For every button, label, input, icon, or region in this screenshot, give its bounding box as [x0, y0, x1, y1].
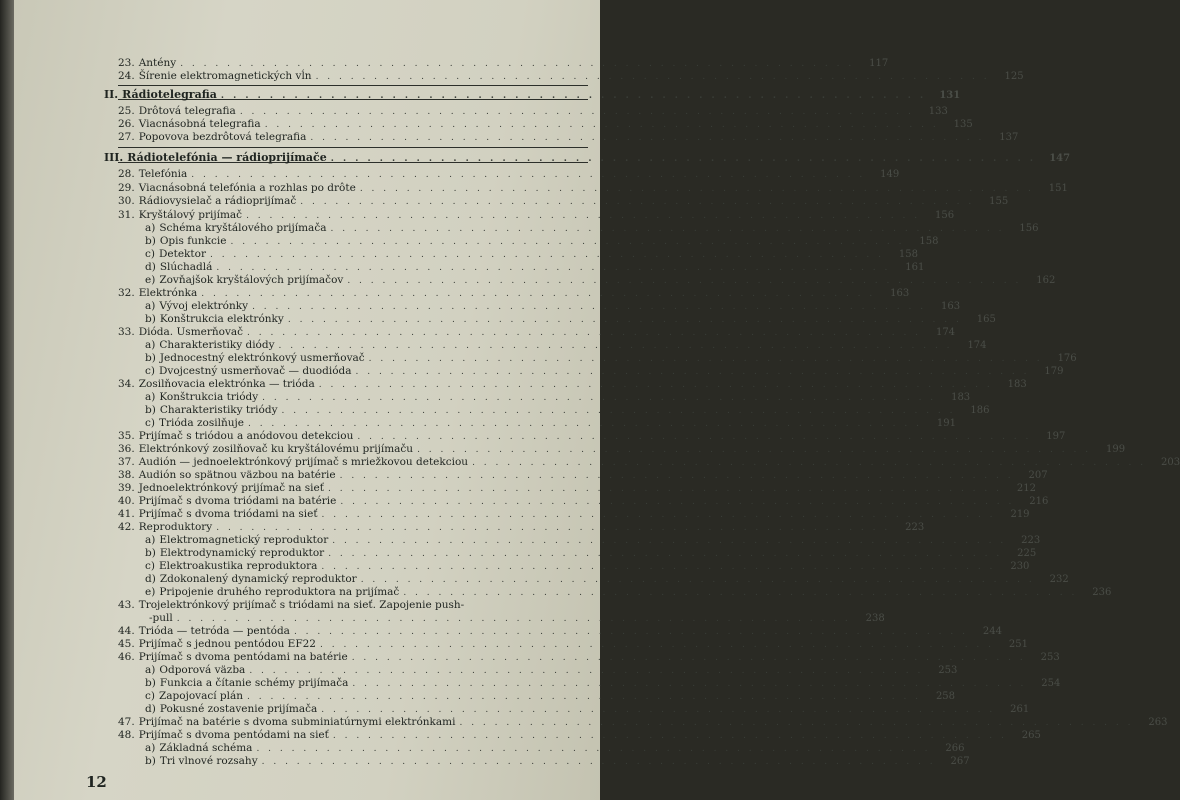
- toc-entry-title: Tri vlnové rozsahy: [159, 755, 258, 767]
- toc-page-number: 216: [1029, 496, 1049, 507]
- toc-entry-title: Reproduktory: [138, 521, 213, 533]
- toc-entry: [118, 209, 955, 222]
- toc-entry: [145, 742, 965, 755]
- toc-entry-number: d): [145, 703, 156, 715]
- dot-leader: . . . . . . . . . . . . . . . . . . . . . . . . . . . . . . . . . . . . . . . . . . . . . . . . . . . . . . . . . .: [247, 419, 922, 429]
- toc-entry-number: e): [145, 274, 156, 286]
- toc-page-number: 225: [1017, 548, 1037, 559]
- dot-leader: . . . . . . . . . . . . . . . . . . . . . . . . . . . . . . . . . . . . . . . . . . . . . . . . . . . . . . . . . .: [264, 120, 939, 130]
- toc-page-number: 253: [938, 665, 958, 676]
- dot-leader: . . . . . . . . . . . . . . . . . . . . . . . . . . . . . . . . . . . . . . . . . . . . . . . . . . . . . . . . . .: [256, 744, 931, 754]
- toc-entry-title: Kryštálový prijímač: [138, 209, 243, 221]
- toc-entry-title: Antény: [138, 57, 177, 69]
- dot-leader: . . . . . . . . . . . . . . . . . . . . . . . . . . . . . . . . . . . . . . . . . . . . . . . . . . . . . . . . . .: [321, 510, 996, 520]
- toc-entry: [118, 195, 1009, 208]
- toc-entry: [145, 365, 1064, 378]
- dot-leader: . . . . . . . . . . . . . . . . . . . . . . . . . . . . . . . . . . . . . . . . . . . . . . . . . . . . . . . . . .: [246, 211, 921, 221]
- toc-page-number: 212: [1016, 483, 1036, 494]
- toc-entry: [145, 352, 1077, 365]
- dot-leader: . . . . . . . . . . . . . . . . . . . . . . . . . . . . . . . . . . . . . . . . . . . . . . . . . . . . . . . . . .: [318, 380, 993, 390]
- book-page: [14, 0, 1180, 800]
- toc-page-number: 149: [880, 169, 900, 180]
- toc-entry-title: Audión so spätnou väzbou na batérie: [138, 469, 336, 481]
- toc-page-number: 156: [934, 210, 955, 221]
- toc-entry: [145, 612, 885, 625]
- toc-entry: [118, 482, 1036, 495]
- toc-entry-title: Zosilňovacia elektrónka — trióda: [138, 378, 315, 390]
- toc-page-number: 253: [1040, 652, 1060, 663]
- toc-page-number: 254: [1041, 678, 1061, 689]
- toc-entry: [118, 378, 1027, 391]
- toc-entry-number: a): [145, 222, 156, 234]
- toc-entry-title: Elektrodynamický reproduktor: [159, 547, 325, 559]
- toc-entry-title: Viacnásobná telegrafia: [138, 118, 261, 130]
- toc-entry: [145, 586, 1112, 599]
- toc-entry-number: 37.: [118, 456, 135, 468]
- toc-entry: [145, 755, 970, 768]
- toc-entry-number: a): [145, 664, 156, 676]
- toc-entry: [145, 677, 1061, 690]
- toc-entry-title: Prijímač s dvoma triódami na batérie: [138, 495, 337, 507]
- toc-entry-number: b): [145, 235, 156, 247]
- dot-leader: . . . . . . . . . . . . . . . . . . . . . . . . . . . . . . . . . . . . . . . . . . . . . . . . . . . . . . . . . .: [209, 250, 884, 260]
- dot-leader: . . . . . . . . . . . . . . . . . . . . . . . . . . . . . . . . . . . . . . . . . . . . . . . . . . . . . . . . . .: [230, 237, 905, 247]
- toc-page-number: 137: [999, 132, 1019, 143]
- toc-entry: [118, 599, 586, 612]
- toc-entry: [118, 287, 910, 300]
- dot-leader: . . . . . . . . . . . . . . . . . . . . . . . . . . . . . . . . . . . . . . . . . . . . . . . . . . . . . . . . . .: [368, 354, 1043, 364]
- toc-page-number: 263: [1148, 717, 1168, 728]
- toc-entry: [145, 690, 956, 703]
- dot-leader: . . . . . . . . . . . . . . . . . . . . . . . . . . . . . . . . . . . . . . . . . . . . . . . . . . . . . . . . . .: [332, 536, 1007, 546]
- toc-entry-number: 24.: [118, 70, 135, 82]
- toc-page-number: 261: [1010, 704, 1030, 715]
- toc-page-number: 133: [928, 106, 948, 117]
- dot-leader: . . . . . . . . . . . . . . . . . . . . . . . . . . . . . . . . . . . . . . . . . . . . . . . . . . . . . . . . . .: [247, 328, 922, 338]
- toc-entry-title: -pull: [149, 612, 173, 624]
- toc-entry-title: Prijímač na batérie s dvoma subminiatúrnymi elektrónkami: [138, 716, 456, 728]
- toc-entry-title: Rádiovysielač a rádioprijímač: [138, 195, 297, 207]
- toc-entry-number: 26.: [118, 118, 135, 130]
- dot-leader: . . . . . . . . . . . . . . . . . . . . . . . . . . . . . . . . . . . . . . . . . . . . . . . . . . . . . . . . . .: [403, 588, 1078, 598]
- toc-entry-title: Viacnásobná telefónia a rozhlas po drôte: [138, 182, 356, 194]
- dot-leader: . . . . . . . . . . . . . . . . . . . . . . . . . . . . . . . . . . . . . . . . . . . . . . . . . . . . . . . . . .: [417, 445, 1092, 455]
- toc-page-number: 265: [1021, 730, 1041, 741]
- dot-leader: . . . . . . . . . . . . . . . . . . . . . . . . . . . . . . . . . . . . . . . . . . . . . . . . . . . . . . . . . .: [352, 679, 1027, 689]
- toc-page-number: 199: [1105, 444, 1126, 455]
- toc-entry-title: Prijímač s jednou pentódou EF22: [138, 638, 316, 650]
- toc-page-number: 155: [989, 196, 1009, 207]
- toc-entry-title: Zdokonalený dynamický reproduktor: [159, 573, 357, 585]
- dot-leader: . . . . . . . . . . . . . . . . . . . . . . . . . . . . . . . . . . . . . . . . . . . . . . . . . . . . . . . . . .: [360, 575, 1035, 585]
- dot-leader: . . . . . . . . . . . . . . . . . . . . . . . . . . . . . . . . . . . . . . . . . . . . . . . . . . . . . . . . . .: [347, 276, 1022, 286]
- toc-page-number: 267: [950, 756, 970, 767]
- toc-entry-title: Konštrukcia elektrónky: [159, 313, 284, 325]
- toc-entry: [118, 430, 1066, 443]
- toc-entry-number: 32.: [118, 287, 135, 299]
- dot-leader: . . . . . . . . . . . . . . . . . . . . . . . . . . . . . . . . . . . . . . . . . . . . . . . . . . . . . . . . . .: [293, 627, 968, 637]
- toc-page-number: 176: [1057, 353, 1077, 364]
- toc-entry-title: Prijímač s dvoma triódami na sieť: [138, 508, 318, 520]
- toc-entry-number: 38.: [118, 469, 135, 481]
- dot-leader: . . . . . . . . . . . . . . . . . . . . . . . . . . . . . . . . . . . . . . . . . . . . . . . . . . . . . . . . . .: [321, 705, 996, 715]
- toc-entry-number: 35.: [118, 430, 135, 442]
- toc-entry: [145, 261, 925, 274]
- dot-leader: . . . . . . . . . . . . . . . . . . . . . . . . . . . . . . . . . . . . . . . . . . . . . . . . . . . . . . . . . .: [281, 406, 956, 416]
- toc-entry-title: Prijímač s dvoma pentódami na sieť: [138, 729, 329, 741]
- dot-leader: . . . . . . . . . . . . . . . . . . . . . . . . . . . . . . . . . . . . . . . . . . . . . . . . . . . . . . . . . .: [315, 72, 990, 82]
- toc-entry: [145, 417, 956, 430]
- toc-entry-number: 25.: [118, 105, 135, 117]
- toc-entry-number: 40.: [118, 495, 135, 507]
- toc-page-number: 203: [1160, 457, 1180, 468]
- dot-leader: . . . . . . . . . . . . . . . . . . . . . . . . . . . . . . . . . . . . . . . . . . . . . . . . . . . . . . . . . .: [320, 640, 994, 650]
- dot-leader: . . . . . . . . . . . . . . . . . . . . . . . . . . . . . . . . . . . . . . . . . . . . . . . . . . . . . . . . . .: [339, 471, 1014, 481]
- toc-entry: [145, 339, 987, 352]
- dot-leader: . . . . . . . . . . . . . . . . . . . . . . . . . . . . . . . . . . . . . . . . . . . . . . . . . . . . . . . . . .: [310, 133, 985, 143]
- toc-entry: [145, 313, 996, 326]
- toc-entry: [118, 118, 973, 131]
- toc-entry-title: Zovňajšok kryštálových prijímačov: [159, 274, 344, 286]
- toc-entry: [118, 521, 925, 534]
- toc-entry-number: 42.: [118, 521, 135, 533]
- table-of-contents: [14, 0, 1180, 780]
- toc-entry-number: c): [145, 248, 155, 260]
- toc-entry-title: Audión — jednoelektrónkový prijímač s mriežkovou detekciou: [138, 456, 469, 468]
- toc-entry-number: 31.: [118, 209, 135, 221]
- toc-page-number: 197: [1046, 431, 1066, 442]
- toc-page-number: 161: [905, 262, 925, 273]
- toc-entry: [118, 105, 948, 118]
- toc-entry-number: c): [145, 690, 155, 702]
- toc-entry-number: c): [145, 560, 155, 572]
- toc-entry-title: Jednocestný elektrónkový usmerňovač: [159, 352, 365, 364]
- toc-entry-number: b): [145, 677, 156, 689]
- toc-entry-title: Dvojcestný usmerňovač — duodióda: [158, 365, 352, 377]
- dot-leader: . . . . . . . . . . . . . . . . . . . . . . . . . . . . . . . . . . . . . . . . . . . . . . . . . . . . . . . . . .: [328, 549, 1003, 559]
- dot-leader: . . . . . . . . . . . . . . . . . . . . . . . . . . . . . . . . . . . . . . . . . . . . . . . . . . . . . . . . . .: [180, 59, 855, 69]
- toc-page-number: 174: [967, 340, 987, 351]
- toc-entry: [118, 625, 1002, 638]
- toc-entry-title: Prijímač s triódou a anódovou detekciou: [138, 430, 354, 442]
- toc-entry: [145, 222, 1039, 235]
- dot-leader: . . . . . . . . . . . . . . . . . . . . . . . . . . . . . . . . . . . . . . . . . . . . . . . . . . . . . . . . . .: [252, 302, 927, 312]
- toc-entry-title: Pripojenie druhého reproduktora na prijímač: [159, 586, 400, 598]
- toc-entry: [118, 182, 1068, 195]
- toc-page-number: 223: [905, 522, 925, 533]
- toc-page-number: 219: [1010, 509, 1030, 520]
- toc-entry: [145, 404, 990, 417]
- dot-leader: . . . . . . . . . . . . . . . . . . . . . . . . . . . . . . . . . . . . . . . . . . . . . . . . . . . . . . . . . .: [220, 91, 927, 101]
- toc-entry: [145, 664, 958, 677]
- section-rule: [118, 147, 588, 148]
- toc-entry: [145, 274, 1056, 287]
- page-number: 12: [86, 773, 107, 791]
- toc-entry-title: Detektor: [158, 248, 206, 260]
- dot-leader: . . . . . . . . . . . . . . . . . . . . . . . . . . . . . . . . . . . . . . . . . . . . . . . . . . . . . . . . . .: [330, 154, 1037, 164]
- toc-page-number: 151: [1048, 183, 1068, 194]
- toc-entry-number: a): [145, 742, 156, 754]
- toc-entry: [118, 456, 1180, 469]
- toc-page-number: 236: [1092, 587, 1112, 598]
- toc-page-number: 251: [1008, 639, 1028, 650]
- toc-entry-number: 28.: [118, 168, 135, 180]
- dot-leader: . . . . . . . . . . . . . . . . . . . . . . . . . . . . . . . . . . . . . . . . . . . . . . . . . . . . . . . . . .: [191, 170, 866, 180]
- dot-leader: . . . . . . . . . . . . . . . . . . . . . . . . . . . . . . . . . . . . . . . . . . . . . . . . . . . . . . . . . .: [340, 497, 1015, 507]
- dot-leader: . . . . . . . . . . . . . . . . . . . . . . . . . . . . . . . . . . . . . . . . . . . . . . . . . . . . . . . . . .: [321, 562, 996, 572]
- toc-page-number: 238: [865, 613, 885, 624]
- toc-page-number: 244: [982, 626, 1002, 637]
- toc-entry: [145, 560, 1030, 573]
- toc-part-heading: [104, 88, 961, 101]
- toc-entry-number: b): [145, 313, 156, 325]
- dot-leader: . . . . . . . . . . . . . . . . . . . . . . . . . . . . . . . . . . . . . . . . . . . . . . . . . . . . . . . . . .: [359, 184, 1034, 194]
- toc-page-number: 131: [939, 90, 961, 101]
- toc-entry-number: III.: [104, 151, 124, 164]
- toc-page-number: 125: [1004, 71, 1024, 82]
- section-rule: [118, 85, 588, 86]
- toc-entry: [145, 248, 918, 261]
- toc-entry: [118, 495, 1049, 508]
- toc-entry-number: 47.: [118, 716, 135, 728]
- toc-entry-number: a): [145, 300, 156, 312]
- toc-entry-title: Funkcia a čítanie schémy prijímača: [159, 677, 349, 689]
- toc-entry-number: a): [145, 339, 156, 351]
- toc-entry-title: Opis funkcie: [159, 235, 227, 247]
- toc-page-number: 162: [1036, 275, 1056, 286]
- dot-leader: . . . . . . . . . . . . . . . . . . . . . . . . . . . . . . . . . . . . . . . . . . . . . . . . . . . . . . . . . .: [327, 484, 1002, 494]
- toc-entry-title: Rádiotelefónia — rádioprijímače: [127, 151, 327, 164]
- toc-entry-title: Trojelektrónkový prijímač s triódami na sieť. Zapojenie push-: [138, 599, 465, 611]
- toc-entry-title: Elektroakustika reproduktora: [158, 560, 318, 572]
- dot-leader: . . . . . . . . . . . . . . . . . . . . . . . . . . . . . . . . . . . . . . . . . . . . . . . . . . . . . . . . . .: [351, 653, 1026, 663]
- toc-entry-number: 41.: [118, 508, 135, 520]
- toc-entry-number: e): [145, 586, 156, 598]
- toc-entry: [118, 70, 1024, 83]
- toc-page-number: 207: [1028, 470, 1048, 481]
- dot-leader: . . . . . . . . . . . . . . . . . . . . . . . . . . . . . . . . . . . . . . . . . . . . . . . . . . . . . . . . . .: [216, 523, 891, 533]
- toc-entry: [118, 651, 1060, 664]
- toc-entry-title: Slúchadlá: [159, 261, 213, 273]
- toc-page-number: 165: [976, 314, 996, 325]
- toc-entry: [145, 573, 1069, 586]
- toc-entry-number: b): [145, 547, 156, 559]
- toc-entry-number: a): [145, 391, 156, 403]
- toc-page-number: 117: [869, 58, 889, 69]
- dot-leader: . . . . . . . . . . . . . . . . . . . . . . . . . . . . . . . . . . . . . . . . . . . . . . . . . . . . . . . . . .: [278, 341, 953, 351]
- toc-page-number: 156: [1019, 223, 1039, 234]
- toc-entry-number: c): [145, 417, 155, 429]
- toc-entry: [118, 443, 1126, 456]
- toc-entry: [118, 638, 1028, 651]
- toc-entry: [118, 168, 900, 181]
- toc-page-number: 258: [935, 691, 956, 702]
- dot-leader: . . . . . . . . . . . . . . . . . . . . . . . . . . . . . . . . . . . . . . . . . . . . . . . . . . . . . . . . . .: [216, 263, 891, 273]
- toc-entry-title: Dióda. Usmerňovač: [138, 326, 244, 338]
- toc-entry-number: II.: [104, 88, 119, 101]
- toc-entry-number: 29.: [118, 182, 135, 194]
- toc-entry: [145, 547, 1037, 560]
- dot-leader: . . . . . . . . . . . . . . . . . . . . . . . . . . . . . . . . . . . . . . . . . . . . . . . . . . . . . . . . . .: [239, 107, 914, 117]
- dot-leader: . . . . . . . . . . . . . . . . . . . . . . . . . . . . . . . . . . . . . . . . . . . . . . . . . . . . . . . . . .: [355, 367, 1030, 377]
- toc-part-heading: [104, 151, 1071, 164]
- toc-page-number: 163: [940, 301, 961, 312]
- dot-leader: . . . . . . . . . . . . . . . . . . . . . . . . . . . . . . . . . . . . . . . . . . . . . . . . . . . . . . . . . .: [357, 432, 1032, 442]
- dot-leader: . . . . . . . . . . . . . . . . . . . . . . . . . . . . . . . . . . . . . . . . . . . . . . . . . . . . . . . . . .: [330, 224, 1005, 234]
- toc-entry: [118, 508, 1030, 521]
- toc-entry-title: Zapojovací plán: [158, 690, 244, 702]
- page-gutter: [0, 0, 14, 800]
- toc-page-number: 191: [936, 418, 956, 429]
- toc-entry-number: a): [145, 534, 156, 546]
- toc-entry-number: 45.: [118, 638, 135, 650]
- toc-entry: [145, 534, 1041, 547]
- toc-entry: [145, 300, 961, 313]
- toc-entry-number: 30.: [118, 195, 135, 207]
- toc-entry-title: Elektrónkový zosilňovač ku kryštálovému prijímaču: [138, 443, 414, 455]
- toc-entry-number: 44.: [118, 625, 135, 637]
- dot-leader: . . . . . . . . . . . . . . . . . . . . . . . . . . . . . . . . . . . . . . . . . . . . . . . . . . . . . . . . . .: [472, 458, 1147, 468]
- toc-entry-title: Drôtová telegrafia: [138, 105, 236, 117]
- toc-page-number: 158: [898, 249, 918, 260]
- toc-entry: [118, 57, 889, 70]
- toc-entry-number: 23.: [118, 57, 135, 69]
- toc-entry: [145, 235, 939, 248]
- dot-leader: . . . . . . . . . . . . . . . . . . . . . . . . . . . . . . . . . . . . . . . . . . . . . . . . . . . . . . . . . .: [201, 289, 876, 299]
- toc-entry-number: c): [145, 365, 155, 377]
- toc-entry-title: Konštrukcia triódy: [159, 391, 259, 403]
- toc-entry-title: Popovova bezdrôtová telegrafia: [138, 131, 307, 143]
- toc-page-number: 163: [890, 288, 910, 299]
- toc-entry-number: 43.: [118, 599, 135, 611]
- toc-entry-title: Elektromagnetický reproduktor: [159, 534, 329, 546]
- toc-page-number: 266: [945, 743, 965, 754]
- toc-entry-title: Prijímač s dvoma pentódami na batérie: [138, 651, 348, 663]
- toc-entry-number: 34.: [118, 378, 135, 390]
- toc-entry: [118, 716, 1168, 729]
- dot-leader: . . . . . . . . . . . . . . . . . . . . . . . . . . . . . . . . . . . . . . . . . . . . . . . . . . . . . . . . . .: [300, 197, 975, 207]
- toc-page-number: 232: [1049, 574, 1069, 585]
- toc-entry-title: Jednoelektrónkový prijímač na sieť: [138, 482, 324, 494]
- toc-entry-number: b): [145, 755, 156, 767]
- toc-entry: [145, 391, 971, 404]
- toc-page-number: 230: [1010, 561, 1030, 572]
- toc-page-number: 158: [919, 236, 939, 247]
- toc-page-number: 174: [935, 327, 956, 338]
- toc-page-number: 223: [1021, 535, 1041, 546]
- toc-entry-title: Charakteristiky diódy: [159, 339, 275, 351]
- toc-page-number: 147: [1049, 153, 1071, 164]
- toc-entry: [118, 326, 956, 339]
- toc-entry-title: Rádiotelegrafia: [122, 88, 217, 101]
- toc-entry-number: 36.: [118, 443, 135, 455]
- dot-leader: . . . . . . . . . . . . . . . . . . . . . . . . . . . . . . . . . . . . . . . . . . . . . . . . . . . . . . . . . .: [262, 393, 937, 403]
- toc-entry: [118, 469, 1048, 482]
- toc-entry-title: Elektrónka: [138, 287, 198, 299]
- toc-page-number: 186: [970, 405, 990, 416]
- toc-entry-number: 46.: [118, 651, 135, 663]
- dot-leader: . . . . . . . . . . . . . . . . . . . . . . . . . . . . . . . . . . . . . . . . . . . . . . . . . . . . . . . . . .: [261, 757, 936, 767]
- toc-entry-number: 33.: [118, 326, 135, 338]
- toc-entry-number: b): [145, 352, 156, 364]
- dot-leader: . . . . . . . . . . . . . . . . . . . . . . . . . . . . . . . . . . . . . . . . . . . . . . . . . . . . . . . . . .: [249, 666, 924, 676]
- toc-entry-number: 27.: [118, 131, 135, 143]
- dot-leader: . . . . . . . . . . . . . . . . . . . . . . . . . . . . . . . . . . . . . . . . . . . . . . . . . . . . . . . . . .: [247, 692, 922, 702]
- toc-entry: [145, 703, 1030, 716]
- toc-entry-title: Pokusné zostavenie prijímača: [159, 703, 318, 715]
- toc-entry-title: Trióda — tetróda — pentóda: [138, 625, 290, 637]
- toc-entry-number: b): [145, 404, 156, 416]
- toc-entry-title: Základná schéma: [159, 742, 253, 754]
- toc-entry-title: Schéma kryštálového prijímača: [159, 222, 327, 234]
- toc-entry-number: d): [145, 261, 156, 273]
- toc-entry-number: 48.: [118, 729, 135, 741]
- toc-entry-title: Vývoj elektrónky: [159, 300, 249, 312]
- dot-leader: . . . . . . . . . . . . . . . . . . . . . . . . . . . . . . . . . . . . . . . . . . . . . . . . . . . . . . . . . .: [459, 718, 1134, 728]
- toc-entry-title: Trióda zosilňuje: [158, 417, 244, 429]
- toc-entry-title: Charakteristiky triódy: [159, 404, 278, 416]
- dot-leader: . . . . . . . . . . . . . . . . . . . . . . . . . . . . . . . . . . . . . . . . . . . . . . . . . . . . . . . . . .: [176, 614, 851, 624]
- toc-page-number: 183: [951, 392, 971, 403]
- toc-entry-title: Telefónia: [138, 168, 188, 180]
- dot-leader: . . . . . . . . . . . . . . . . . . . . . . . . . . . . . . . . . . . . . . . . . . . . . . . . . . . . . . . . . .: [332, 731, 1007, 741]
- toc-entry-title: Odporová väzba: [159, 664, 246, 676]
- toc-page-number: 179: [1044, 366, 1064, 377]
- dot-leader: . . . . . . . . . . . . . . . . . . . . . . . . . . . . . . . . . . . . . . . . . . . . . . . . . . . . . . . . . .: [287, 315, 962, 325]
- toc-entry-title: Šírenie elektromagnetických vĺn: [138, 70, 312, 82]
- toc-entry-number: 39.: [118, 482, 135, 494]
- toc-page-number: 135: [953, 119, 973, 130]
- toc-page-number: 183: [1007, 379, 1027, 390]
- toc-entry: [118, 729, 1041, 742]
- toc-entry-number: d): [145, 573, 156, 585]
- toc-entry: [118, 131, 1019, 144]
